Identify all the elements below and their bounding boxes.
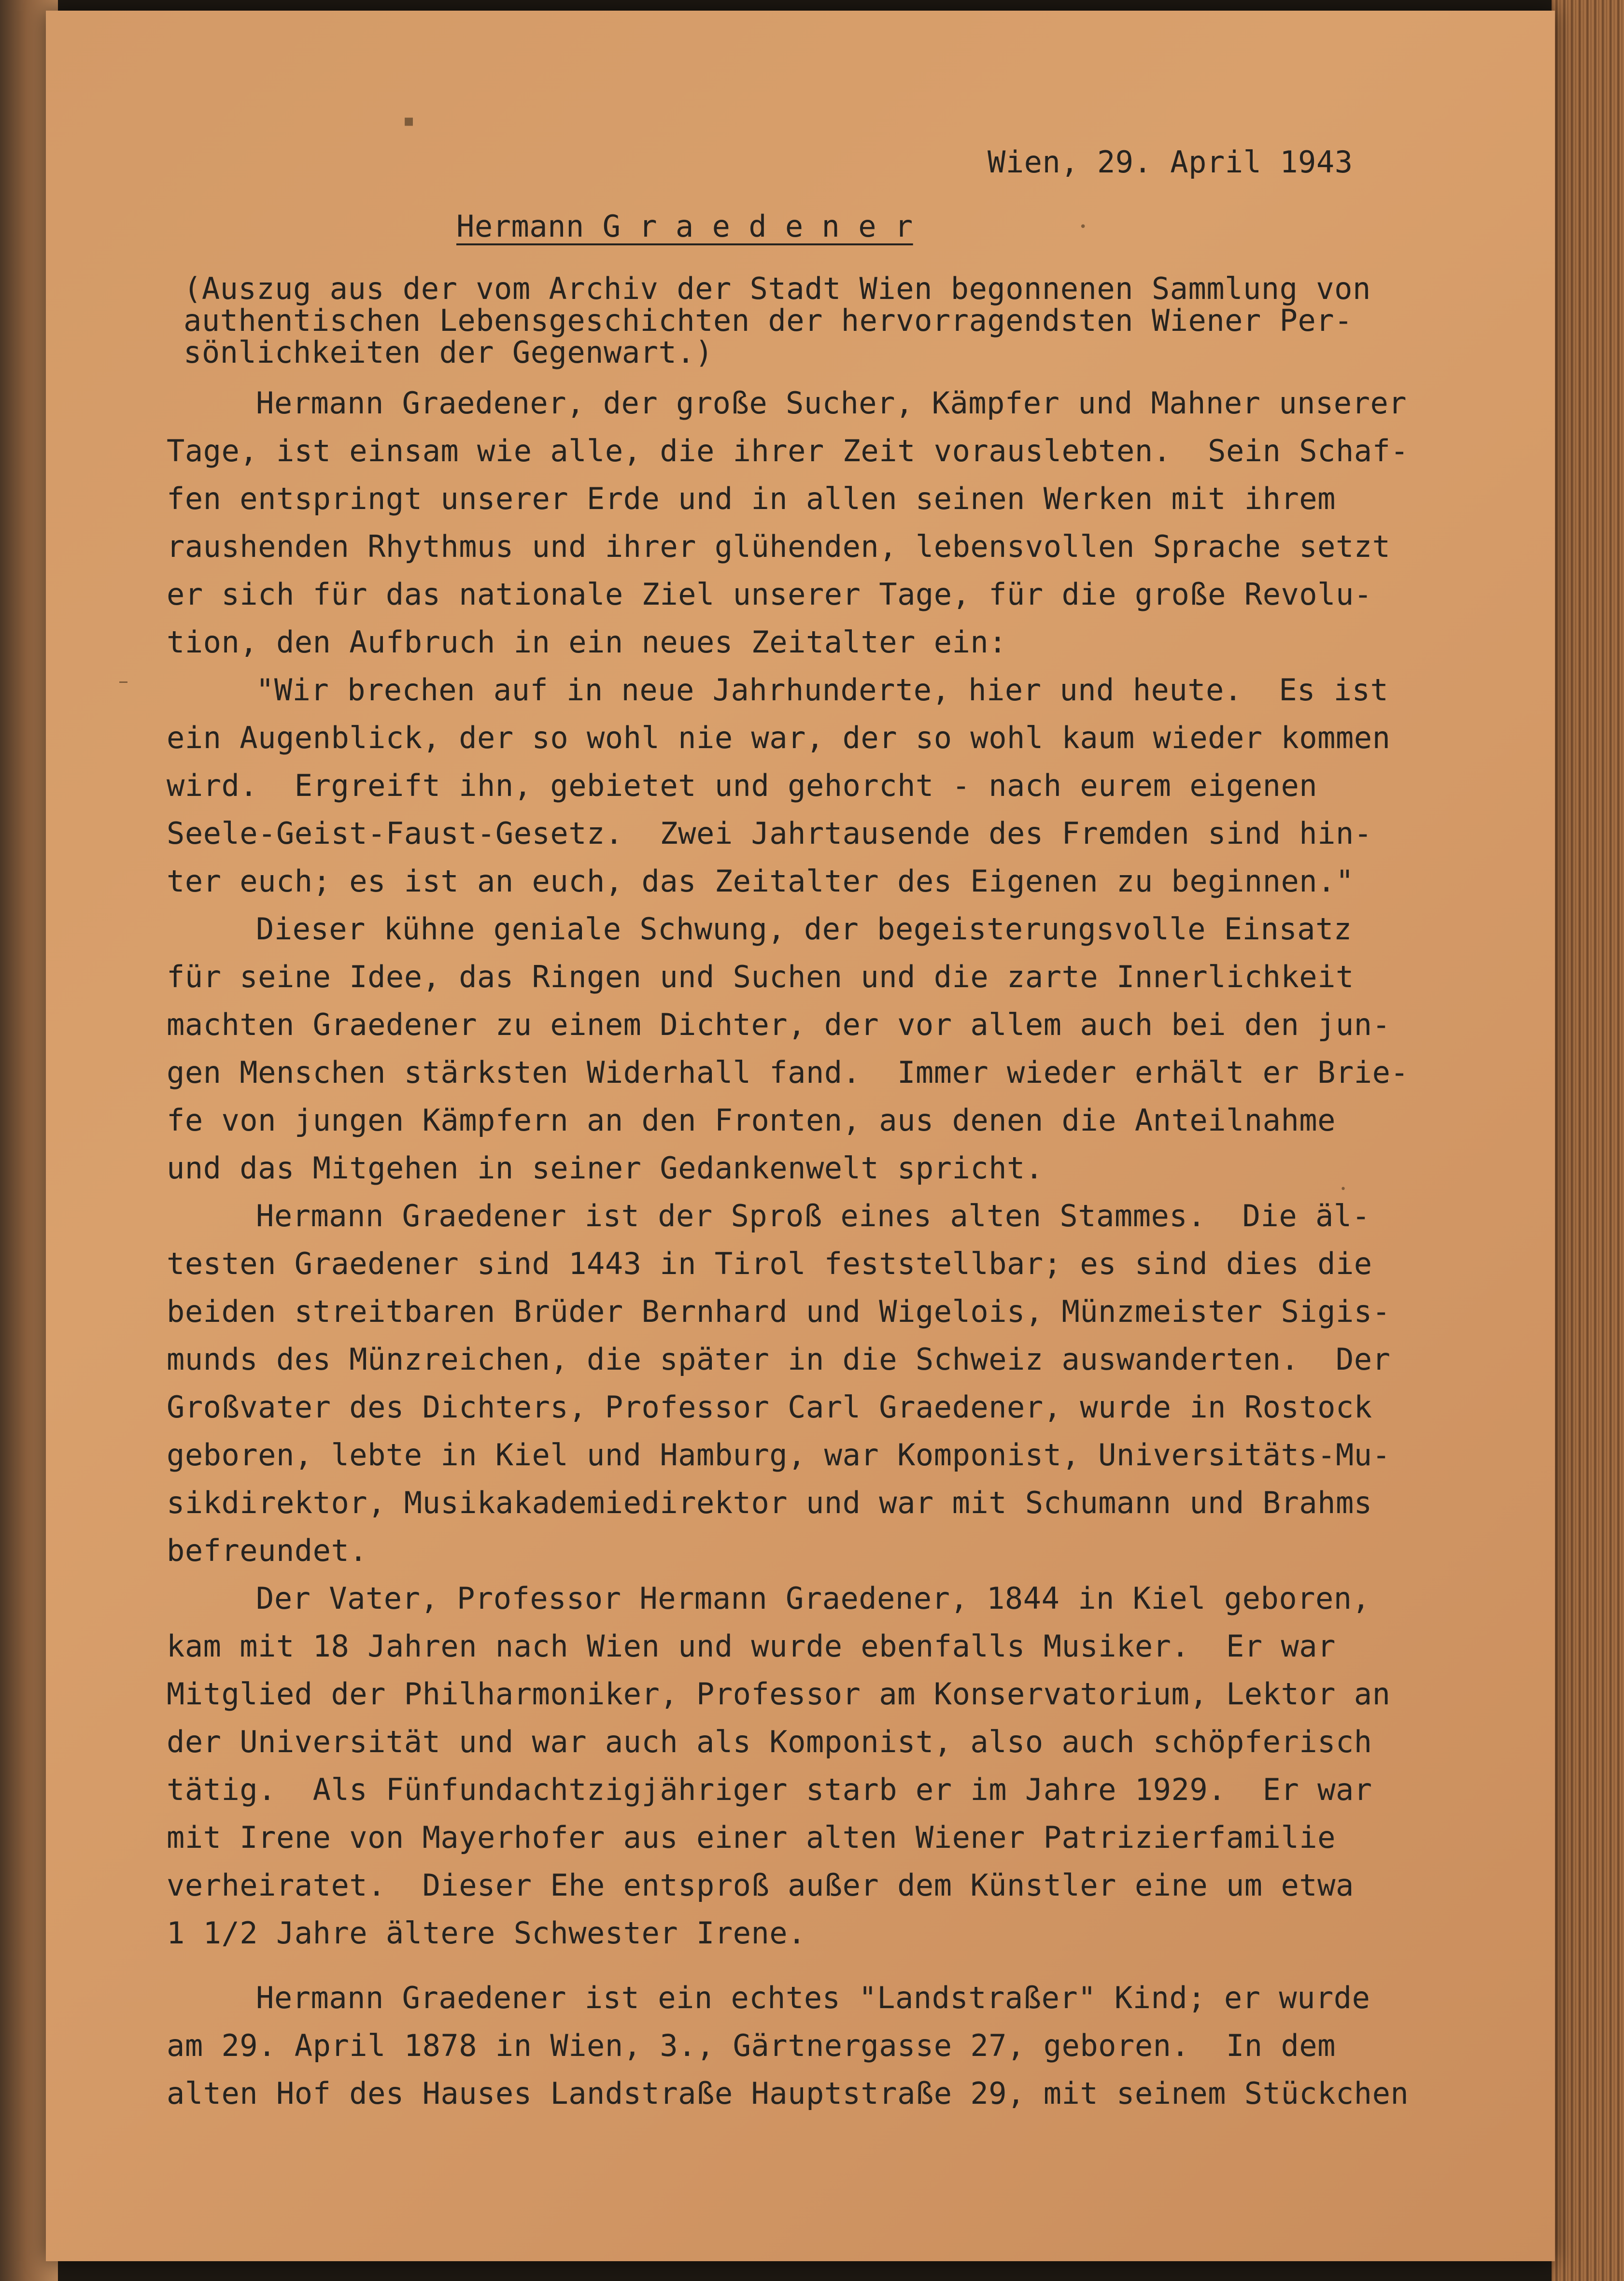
paragraph-line: tion, den Aufbruch in ein neues Zeitalter ein: bbox=[167, 624, 1007, 660]
paragraph-line: testen Graedener sind 1443 in Tirol feststellbar; es sind dies die bbox=[167, 1246, 1372, 1281]
paragraph-line: gen Menschen stärksten Widerhall fand. Immer wieder erhält er Brie- bbox=[167, 1055, 1409, 1090]
intro-line: (Auszug aus der vom Archiv der Stadt Wien begonnenen Sammlung von bbox=[184, 271, 1371, 306]
paragraph-line: raushenden Rhythmus und ihrer glühenden, lebensvollen Sprache setzt bbox=[167, 529, 1391, 564]
paragraph-line: beiden streitbaren Brüder Bernhard und Wigelois, Münzmeister Sigis- bbox=[167, 1294, 1391, 1329]
paragraph-line: er sich für das nationale Ziel unserer Tage, für die große Revolu- bbox=[167, 577, 1372, 612]
quote-line: ein Augenblick, der so wohl nie war, der so wohl kaum wieder kommen bbox=[167, 720, 1391, 755]
paragraph-line: mit Irene von Mayerhofer aus einer alten Wiener Patrizierfamilie bbox=[167, 1820, 1336, 1855]
paragraph-line: sikdirektor, Musikakademiedirektor und war mit Schumann und Brahms bbox=[167, 1485, 1372, 1520]
quote-line: wird. Ergreift ihn, gebietet und gehorcht - nach eurem eigenen bbox=[167, 768, 1318, 803]
paragraph-line: Tage, ist einsam wie alle, die ihrer Zeit vorauslebten. Sein Schaf- bbox=[167, 433, 1409, 468]
paragraph-line: Großvater des Dichters, Professor Carl Graedener, wurde in Rostock bbox=[167, 1389, 1372, 1425]
quote-line: "Wir brechen auf in neue Jahrhunderte, hier und heute. Es ist bbox=[256, 672, 1389, 708]
document-date: Wien, 29. April 1943 bbox=[988, 144, 1353, 180]
paragraph-line: am 29. April 1878 in Wien, 3., Gärtnergasse 27, geboren. In dem bbox=[167, 2028, 1336, 2063]
paragraph-line: munds des Münzreichen, die später in die Schweiz auswanderten. Der bbox=[167, 1342, 1391, 1377]
ink-speck: • bbox=[1079, 220, 1087, 234]
paragraph-line: verheiratet. Dieser Ehe entsproß außer dem Künstler eine um etwa bbox=[167, 1868, 1354, 1903]
margin-dash: – bbox=[118, 669, 129, 693]
paragraph-line: und das Mitgehen in seiner Gedankenwelt spricht. bbox=[167, 1150, 1044, 1186]
ink-speck: • bbox=[1340, 1183, 1347, 1195]
paragraph-line: Der Vater, Professor Hermann Graedener, 1844 in Kiel geboren, bbox=[256, 1581, 1370, 1616]
quote-line: Seele-Geist-Faust-Gesetz. Zwei Jahrtausende des Fremden sind hin- bbox=[167, 816, 1372, 851]
ink-speck: ▪ bbox=[403, 111, 415, 130]
paragraph-line: 1 1/2 Jahre ältere Schwester Irene. bbox=[167, 1915, 806, 1951]
paragraph-line: Hermann Graedener, der große Sucher, Kämpfer und Mahner unserer bbox=[256, 385, 1407, 421]
paragraph-line: Dieser kühne geniale Schwung, der begeisterungsvolle Einsatz bbox=[256, 911, 1352, 947]
paragraph-line: machten Graedener zu einem Dichter, der vor allem auch bei den jun- bbox=[167, 1007, 1391, 1042]
paragraph-line: für seine Idee, das Ringen und Suchen und die zarte Innerlichkeit bbox=[167, 959, 1354, 994]
paragraph-line: Hermann Graedener ist ein echtes "Landstraßer" Kind; er wurde bbox=[256, 1980, 1370, 2015]
intro-line: sönlichkeiten der Gegenwart.) bbox=[184, 335, 713, 370]
paragraph-line: fe von jungen Kämpfern an den Fronten, aus denen die Anteilnahme bbox=[167, 1103, 1336, 1138]
paragraph-line: fen entspringt unserer Erde und in allen seinen Werken mit ihrem bbox=[167, 481, 1336, 516]
paragraph-line: kam mit 18 Jahren nach Wien und wurde ebenfalls Musiker. Er war bbox=[167, 1629, 1336, 1664]
paragraph-line: geboren, lebte in Kiel und Hamburg, war Komponist, Universitäts-Mu- bbox=[167, 1437, 1391, 1473]
document-title: Hermann G r a e d e n e r bbox=[456, 209, 913, 244]
paragraph-line: Mitglied der Philharmoniker, Professor am Konservatorium, Lektor an bbox=[167, 1676, 1391, 1712]
paragraph-line: alten Hof des Hauses Landstraße Hauptstraße 29, mit seinem Stückchen bbox=[167, 2076, 1409, 2111]
paragraph-line: tätig. Als Fünfundachtzigjähriger starb er im Jahre 1929. Er war bbox=[167, 1772, 1372, 1807]
paragraph-line: Hermann Graedener ist der Sproß eines alten Stammes. Die äl- bbox=[256, 1198, 1370, 1233]
quote-line: ter euch; es ist an euch, das Zeitalter des Eigenen zu beginnen." bbox=[167, 864, 1354, 899]
paragraph-line: befreundet. bbox=[167, 1533, 368, 1568]
paragraph-line: der Universität und war auch als Komponist, also auch schöpferisch bbox=[167, 1724, 1372, 1759]
intro-line: authentischen Lebensgeschichten der hervorragendsten Wiener Per- bbox=[184, 303, 1353, 338]
